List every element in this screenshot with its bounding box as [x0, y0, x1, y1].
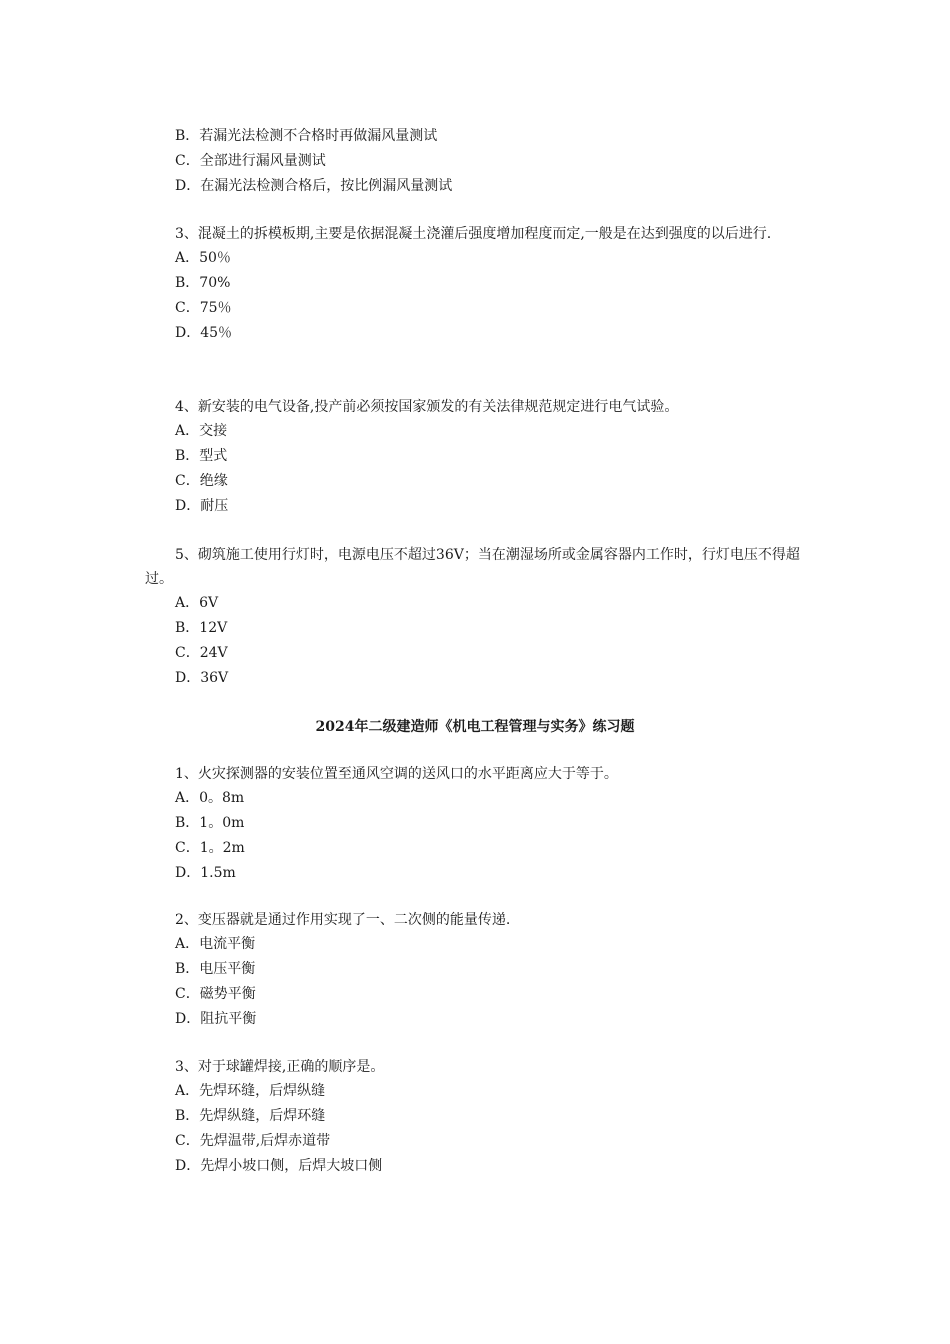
question-stem: 2、变压器就是通过作用实现了一、二次侧的能量传递.: [175, 912, 511, 928]
question-stem: 1、火灾探测器的安装位置至通风空调的送风口的水平距离应大于等于。: [175, 766, 618, 782]
option-b: B．70%: [175, 275, 231, 291]
option-b: B．型式: [175, 448, 228, 464]
section-title: 2024年二级建造师《机电工程管理与实务》练习题: [315, 719, 635, 735]
option-b: B．1。0m: [175, 815, 245, 831]
option-d: D．1.5m: [175, 865, 236, 881]
s2-q3: [145, 1055, 810, 1179]
option-d: D．在漏光法检测合格后，按比例漏风量测试: [175, 178, 453, 194]
option-d: D．阻抗平衡: [175, 1011, 257, 1027]
option-a: A．50％: [175, 250, 231, 266]
option-a: A．0。8m: [175, 790, 245, 806]
option-c: C．磁势平衡: [175, 986, 256, 1002]
option-c: C．绝缘: [175, 473, 228, 489]
option-c: C．75％: [175, 300, 232, 316]
question-stem: 5、砌筑施工使用行灯时，电源电压不超过36V；当在潮湿场所或金属容器内工作时，行灯电压不得超过。: [145, 547, 800, 587]
option-a: A．6V: [175, 595, 219, 611]
option-b: B．电压平衡: [175, 961, 256, 977]
option-b: B．12V: [175, 620, 228, 636]
option-a: A．先焊环缝，后焊纵缝: [175, 1083, 326, 1099]
s2-q1: [145, 762, 810, 886]
question-stem: 3、混凝土的拆模板期,主要是依据混凝土浇灌后强度增加程度而定,一般是在达到强度的以后进行.: [175, 226, 772, 242]
option-d: D．先焊小坡口侧，后焊大坡口侧: [175, 1158, 383, 1174]
s1-q5: [145, 543, 810, 691]
question-stem: 4、新安装的电气设备,投产前必须按国家颁发的有关法律规范规定进行电气试验。: [175, 399, 679, 415]
option-b: B．若漏光法检测不合格时再做漏风量测试: [175, 128, 438, 144]
option-a: A．交接: [175, 423, 228, 439]
option-c: C．先焊温带,后焊赤道带: [175, 1133, 331, 1149]
option-a: A．电流平衡: [175, 936, 256, 952]
question-stem: 3、对于球罐焊接,正确的顺序是。: [175, 1059, 385, 1075]
option-d: D．36V: [175, 670, 229, 686]
option-b: B．先焊纵缝，后焊环缝: [175, 1108, 326, 1124]
option-c: C．24V: [175, 645, 228, 661]
s1-q4: [145, 395, 810, 519]
s1-q3: [145, 222, 810, 346]
s1-q2-tail: [145, 124, 810, 199]
option-c: C．全部进行漏风量测试: [175, 153, 326, 169]
option-d: D．45％: [175, 325, 233, 341]
option-c: C．1。2m: [175, 840, 245, 856]
s2-q2: [145, 908, 810, 1032]
option-d: D．耐压: [175, 498, 229, 514]
